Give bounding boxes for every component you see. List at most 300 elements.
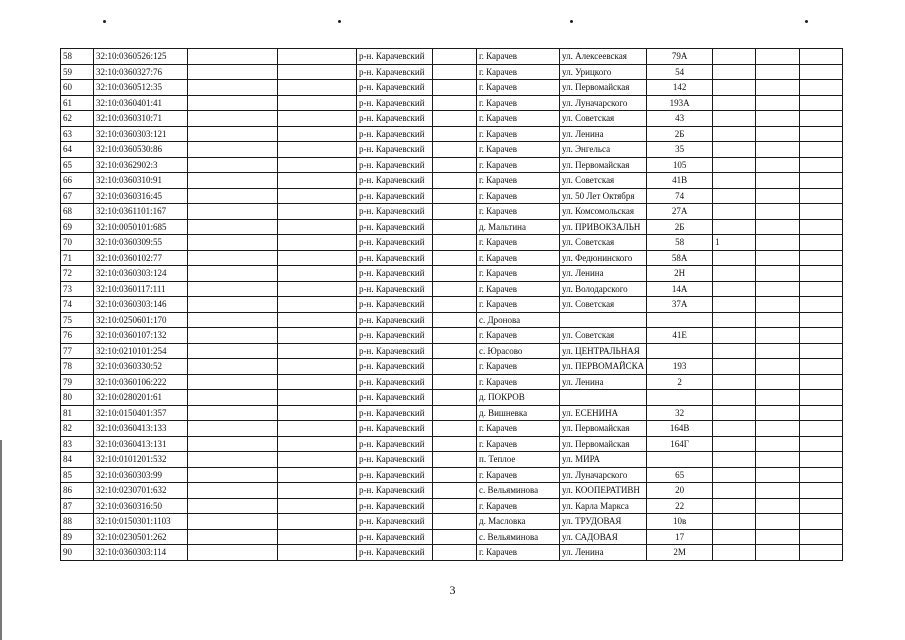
- blank-cell: [188, 235, 278, 251]
- blank-cell: [188, 436, 278, 452]
- district-cell: р-н. Карачевский: [357, 173, 433, 189]
- blank-cell: [278, 235, 357, 251]
- district-cell: р-н. Карачевский: [357, 49, 433, 65]
- blank-cell: [278, 49, 357, 65]
- blank-cell: [433, 250, 477, 266]
- blank-cell: [800, 452, 843, 468]
- table-row: [61, 312, 843, 328]
- row-number-cell: 73: [61, 281, 94, 297]
- cadastral-number-cell: 32:10:0360401:41: [94, 95, 188, 111]
- settlement-cell: г. Карачев: [477, 498, 560, 514]
- blank-cell: [433, 436, 477, 452]
- house-number-cell: 41В: [647, 173, 713, 189]
- district-cell: р-н. Карачевский: [357, 250, 433, 266]
- cadastral-number-cell: 32:10:0362902:3: [94, 157, 188, 173]
- street-cell: ул. Луначарского: [560, 95, 647, 111]
- cadastral-number-cell: 32:10:0360309:55: [94, 235, 188, 251]
- blank-cell: [188, 80, 278, 96]
- table-row: [61, 421, 843, 437]
- street-cell: [560, 312, 647, 328]
- blank-cell: [756, 219, 800, 235]
- blank-cell: [278, 328, 357, 344]
- blank-cell: [756, 436, 800, 452]
- settlement-cell: г. Карачев: [477, 250, 560, 266]
- table-row: [61, 173, 843, 189]
- blank-cell: [800, 390, 843, 406]
- extra-cell: [713, 49, 756, 65]
- blank-cell: [756, 111, 800, 127]
- cadastral-number-cell: 32:10:0360512:35: [94, 80, 188, 96]
- blank-cell: [188, 142, 278, 158]
- district-cell: р-н. Карачевский: [357, 328, 433, 344]
- district-cell: р-н. Карачевский: [357, 359, 433, 375]
- blank-cell: [278, 250, 357, 266]
- row-number-cell: 90: [61, 545, 94, 561]
- blank-cell: [433, 188, 477, 204]
- extra-cell: [713, 266, 756, 282]
- blank-cell: [278, 188, 357, 204]
- table-row: [61, 266, 843, 282]
- table-row: [61, 219, 843, 235]
- settlement-cell: г. Карачев: [477, 49, 560, 65]
- house-number-cell: 2Б: [647, 219, 713, 235]
- blank-cell: [433, 142, 477, 158]
- blank-cell: [433, 498, 477, 514]
- house-number-cell: [647, 343, 713, 359]
- blank-cell: [756, 529, 800, 545]
- row-number-cell: 59: [61, 64, 94, 80]
- blank-cell: [433, 452, 477, 468]
- district-cell: р-н. Карачевский: [357, 80, 433, 96]
- page-number: 3: [449, 583, 456, 597]
- blank-cell: [188, 374, 278, 390]
- blank-cell: [800, 514, 843, 530]
- cadastral-number-cell: 32:10:0360316:50: [94, 498, 188, 514]
- blank-cell: [433, 390, 477, 406]
- blank-cell: [800, 235, 843, 251]
- blank-cell: [188, 266, 278, 282]
- table-row: [61, 64, 843, 80]
- blank-cell: [756, 95, 800, 111]
- row-number-cell: 75: [61, 312, 94, 328]
- table-row: [61, 545, 843, 561]
- blank-cell: [188, 343, 278, 359]
- row-number-cell: 64: [61, 142, 94, 158]
- blank-cell: [800, 266, 843, 282]
- blank-cell: [188, 405, 278, 421]
- street-cell: ул. Ленина: [560, 545, 647, 561]
- table-row: [61, 452, 843, 468]
- row-number-cell: 85: [61, 467, 94, 483]
- cadastral-number-cell: 32:10:0230701:632: [94, 483, 188, 499]
- extra-cell: [713, 436, 756, 452]
- row-number-cell: 78: [61, 359, 94, 375]
- row-number-cell: 82: [61, 421, 94, 437]
- cadastral-number-cell: 32:10:0360303:99: [94, 467, 188, 483]
- blank-cell: [188, 49, 278, 65]
- table-row: [61, 359, 843, 375]
- row-number-cell: 81: [61, 405, 94, 421]
- blank-cell: [278, 142, 357, 158]
- settlement-cell: г. Карачев: [477, 436, 560, 452]
- district-cell: р-н. Карачевский: [357, 343, 433, 359]
- table-row: [61, 95, 843, 111]
- street-cell: ул. ПЕРВОМАЙСКА: [560, 359, 647, 375]
- register-table: [60, 48, 843, 561]
- table-row: [61, 405, 843, 421]
- blank-cell: [188, 421, 278, 437]
- blank-cell: [800, 126, 843, 142]
- blank-cell: [433, 312, 477, 328]
- cadastral-number-cell: 32:10:0360330:52: [94, 359, 188, 375]
- house-number-cell: 79А: [647, 49, 713, 65]
- extra-cell: [713, 359, 756, 375]
- scan-edge: [0, 440, 2, 640]
- blank-cell: [756, 157, 800, 173]
- extra-cell: [713, 483, 756, 499]
- settlement-cell: с. Вельяминова: [477, 483, 560, 499]
- cadastral-number-cell: 32:10:0360303:114: [94, 545, 188, 561]
- extra-cell: [713, 421, 756, 437]
- blank-cell: [800, 49, 843, 65]
- district-cell: р-н. Карачевский: [357, 467, 433, 483]
- house-number-cell: 164Г: [647, 436, 713, 452]
- extra-cell: [713, 405, 756, 421]
- street-cell: ул. МИРА: [560, 452, 647, 468]
- blank-cell: [433, 514, 477, 530]
- blank-cell: [188, 467, 278, 483]
- cadastral-number-cell: 32:10:0360117:111: [94, 281, 188, 297]
- blank-cell: [188, 483, 278, 499]
- table-row: [61, 374, 843, 390]
- district-cell: р-н. Карачевский: [357, 529, 433, 545]
- blank-cell: [433, 64, 477, 80]
- extra-cell: [713, 390, 756, 406]
- settlement-cell: г. Карачев: [477, 359, 560, 375]
- table-row: [61, 49, 843, 65]
- table-row: [61, 514, 843, 530]
- extra-cell: [713, 514, 756, 530]
- street-cell: ул. Комсомольская: [560, 204, 647, 220]
- street-cell: ул. Советская: [560, 111, 647, 127]
- cadastral-number-cell: 32:10:0150301:1103: [94, 514, 188, 530]
- street-cell: ул. Первомайская: [560, 421, 647, 437]
- row-number-cell: 65: [61, 157, 94, 173]
- extra-cell: [713, 142, 756, 158]
- district-cell: р-н. Карачевский: [357, 421, 433, 437]
- house-number-cell: 105: [647, 157, 713, 173]
- blank-cell: [278, 529, 357, 545]
- blank-cell: [756, 483, 800, 499]
- district-cell: р-н. Карачевский: [357, 436, 433, 452]
- blank-cell: [433, 157, 477, 173]
- row-number-cell: 66: [61, 173, 94, 189]
- extra-cell: [713, 312, 756, 328]
- scan-dot-4: [805, 20, 808, 23]
- blank-cell: [756, 250, 800, 266]
- district-cell: р-н. Карачевский: [357, 514, 433, 530]
- cadastral-number-cell: 32:10:0360107:132: [94, 328, 188, 344]
- blank-cell: [800, 297, 843, 313]
- street-cell: ул. КООПЕРАТИВН: [560, 483, 647, 499]
- blank-cell: [433, 359, 477, 375]
- scan-dot-2: [338, 20, 341, 23]
- street-cell: ул. Карла Маркса: [560, 498, 647, 514]
- extra-cell: [713, 80, 756, 96]
- street-cell: ул. ПРИВОКЗАЛЬН: [560, 219, 647, 235]
- house-number-cell: [647, 312, 713, 328]
- cadastral-number-cell: 32:10:0360310:71: [94, 111, 188, 127]
- settlement-cell: г. Карачев: [477, 173, 560, 189]
- blank-cell: [800, 467, 843, 483]
- street-cell: ул. Первомайская: [560, 436, 647, 452]
- blank-cell: [188, 498, 278, 514]
- cadastral-number-cell: 32:10:0101201:532: [94, 452, 188, 468]
- house-number-cell: 164В: [647, 421, 713, 437]
- blank-cell: [433, 405, 477, 421]
- blank-cell: [188, 111, 278, 127]
- scan-dot-3: [570, 20, 573, 23]
- settlement-cell: д. Вишневка: [477, 405, 560, 421]
- blank-cell: [756, 498, 800, 514]
- cadastral-number-cell: 32:10:0360303:121: [94, 126, 188, 142]
- blank-cell: [800, 405, 843, 421]
- register-body: [61, 49, 843, 561]
- table-row: [61, 483, 843, 499]
- cadastral-number-cell: 32:10:0050101:685: [94, 219, 188, 235]
- blank-cell: [278, 157, 357, 173]
- table-row: [61, 250, 843, 266]
- blank-cell: [756, 514, 800, 530]
- extra-cell: [713, 467, 756, 483]
- settlement-cell: г. Карачев: [477, 126, 560, 142]
- district-cell: р-н. Карачевский: [357, 111, 433, 127]
- house-number-cell: 43: [647, 111, 713, 127]
- district-cell: р-н. Карачевский: [357, 157, 433, 173]
- row-number-cell: 89: [61, 529, 94, 545]
- table-row: [61, 142, 843, 158]
- street-cell: ул. Первомайская: [560, 80, 647, 96]
- blank-cell: [278, 219, 357, 235]
- settlement-cell: г. Карачев: [477, 157, 560, 173]
- row-number-cell: 58: [61, 49, 94, 65]
- settlement-cell: с. Вельяминова: [477, 529, 560, 545]
- blank-cell: [800, 312, 843, 328]
- house-number-cell: [647, 452, 713, 468]
- blank-cell: [800, 529, 843, 545]
- row-number-cell: 86: [61, 483, 94, 499]
- settlement-cell: г. Карачев: [477, 421, 560, 437]
- district-cell: р-н. Карачевский: [357, 390, 433, 406]
- blank-cell: [756, 390, 800, 406]
- settlement-cell: г. Карачев: [477, 95, 560, 111]
- blank-cell: [278, 126, 357, 142]
- settlement-cell: г. Карачев: [477, 111, 560, 127]
- street-cell: ул. Ленина: [560, 374, 647, 390]
- table-row: [61, 80, 843, 96]
- house-number-cell: 37А: [647, 297, 713, 313]
- blank-cell: [188, 297, 278, 313]
- blank-cell: [433, 173, 477, 189]
- house-number-cell: 17: [647, 529, 713, 545]
- blank-cell: [800, 421, 843, 437]
- settlement-cell: г. Карачев: [477, 328, 560, 344]
- blank-cell: [800, 483, 843, 499]
- row-number-cell: 88: [61, 514, 94, 530]
- extra-cell: [713, 297, 756, 313]
- table-row: [61, 204, 843, 220]
- house-number-cell: 35: [647, 142, 713, 158]
- house-number-cell: 2: [647, 374, 713, 390]
- blank-cell: [756, 173, 800, 189]
- settlement-cell: г. Карачев: [477, 281, 560, 297]
- blank-cell: [433, 374, 477, 390]
- row-number-cell: 68: [61, 204, 94, 220]
- blank-cell: [756, 126, 800, 142]
- blank-cell: [188, 126, 278, 142]
- district-cell: р-н. Карачевский: [357, 219, 433, 235]
- blank-cell: [433, 297, 477, 313]
- street-cell: ул. Ленина: [560, 266, 647, 282]
- extra-cell: [713, 95, 756, 111]
- row-number-cell: 70: [61, 235, 94, 251]
- district-cell: р-н. Карачевский: [357, 64, 433, 80]
- street-cell: ул. 50 Лет Октября: [560, 188, 647, 204]
- district-cell: р-н. Карачевский: [357, 452, 433, 468]
- blank-cell: [433, 204, 477, 220]
- blank-cell: [433, 219, 477, 235]
- scan-dot-1: [103, 20, 106, 23]
- extra-cell: [713, 204, 756, 220]
- district-cell: р-н. Карачевский: [357, 297, 433, 313]
- table-row: [61, 467, 843, 483]
- extra-cell: [713, 281, 756, 297]
- extra-cell: [713, 498, 756, 514]
- cadastral-number-cell: 32:10:0360106:222: [94, 374, 188, 390]
- cadastral-number-cell: 32:10:0360413:133: [94, 421, 188, 437]
- cadastral-number-cell: 32:10:0360102:77: [94, 250, 188, 266]
- blank-cell: [800, 374, 843, 390]
- street-cell: ул. Первомайская: [560, 157, 647, 173]
- table-row: [61, 157, 843, 173]
- blank-cell: [278, 297, 357, 313]
- settlement-cell: г. Карачев: [477, 142, 560, 158]
- settlement-cell: д. Масловка: [477, 514, 560, 530]
- blank-cell: [278, 111, 357, 127]
- table-row: [61, 343, 843, 359]
- district-cell: р-н. Карачевский: [357, 483, 433, 499]
- blank-cell: [278, 483, 357, 499]
- blank-cell: [800, 436, 843, 452]
- blank-cell: [433, 483, 477, 499]
- blank-cell: [756, 64, 800, 80]
- house-number-cell: 32: [647, 405, 713, 421]
- street-cell: ул. Ленина: [560, 126, 647, 142]
- blank-cell: [800, 343, 843, 359]
- blank-cell: [756, 235, 800, 251]
- blank-cell: [278, 95, 357, 111]
- blank-cell: [433, 80, 477, 96]
- row-number-cell: 60: [61, 80, 94, 96]
- blank-cell: [756, 405, 800, 421]
- settlement-cell: с. Юрасово: [477, 343, 560, 359]
- table-row: [61, 281, 843, 297]
- table-row: [61, 297, 843, 313]
- house-number-cell: 193А: [647, 95, 713, 111]
- row-number-cell: 83: [61, 436, 94, 452]
- street-cell: ул. САДОВАЯ: [560, 529, 647, 545]
- blank-cell: [278, 281, 357, 297]
- blank-cell: [433, 281, 477, 297]
- blank-cell: [188, 452, 278, 468]
- settlement-cell: г. Карачев: [477, 374, 560, 390]
- house-number-cell: 74: [647, 188, 713, 204]
- street-cell: ул. Советская: [560, 235, 647, 251]
- settlement-cell: г. Карачев: [477, 297, 560, 313]
- blank-cell: [800, 545, 843, 561]
- settlement-cell: г. Карачев: [477, 545, 560, 561]
- table-row: [61, 529, 843, 545]
- blank-cell: [278, 405, 357, 421]
- blank-cell: [433, 545, 477, 561]
- house-number-cell: 2Н: [647, 266, 713, 282]
- row-number-cell: 61: [61, 95, 94, 111]
- house-number-cell: 14А: [647, 281, 713, 297]
- blank-cell: [188, 219, 278, 235]
- house-number-cell: 58А: [647, 250, 713, 266]
- street-cell: ул. Урицкого: [560, 64, 647, 80]
- street-cell: ул. Советская: [560, 297, 647, 313]
- district-cell: р-н. Карачевский: [357, 374, 433, 390]
- blank-cell: [756, 421, 800, 437]
- table-row: [61, 188, 843, 204]
- blank-cell: [433, 421, 477, 437]
- cadastral-number-cell: 32:10:0360526:125: [94, 49, 188, 65]
- cadastral-number-cell: 32:10:0361101:167: [94, 204, 188, 220]
- blank-cell: [756, 142, 800, 158]
- street-cell: ул. Алексеевская: [560, 49, 647, 65]
- extra-cell: [713, 529, 756, 545]
- extra-cell: [713, 111, 756, 127]
- blank-cell: [756, 467, 800, 483]
- settlement-cell: д. Мальтина: [477, 219, 560, 235]
- cadastral-number-cell: 32:10:0360413:131: [94, 436, 188, 452]
- row-number-cell: 79: [61, 374, 94, 390]
- blank-cell: [188, 390, 278, 406]
- house-number-cell: 22: [647, 498, 713, 514]
- extra-cell: [713, 328, 756, 344]
- blank-cell: [756, 545, 800, 561]
- blank-cell: [756, 452, 800, 468]
- blank-cell: [278, 359, 357, 375]
- street-cell: ул. ЦЕНТРАЛЬНАЯ: [560, 343, 647, 359]
- blank-cell: [433, 343, 477, 359]
- row-number-cell: 84: [61, 452, 94, 468]
- street-cell: ул. Советская: [560, 328, 647, 344]
- blank-cell: [278, 390, 357, 406]
- blank-cell: [800, 188, 843, 204]
- district-cell: р-н. Карачевский: [357, 498, 433, 514]
- settlement-cell: п. Теплое: [477, 452, 560, 468]
- blank-cell: [278, 173, 357, 189]
- blank-cell: [800, 111, 843, 127]
- district-cell: р-н. Карачевский: [357, 266, 433, 282]
- blank-cell: [756, 374, 800, 390]
- street-cell: ул. Энгельса: [560, 142, 647, 158]
- blank-cell: [278, 421, 357, 437]
- blank-cell: [800, 328, 843, 344]
- table-row: [61, 126, 843, 142]
